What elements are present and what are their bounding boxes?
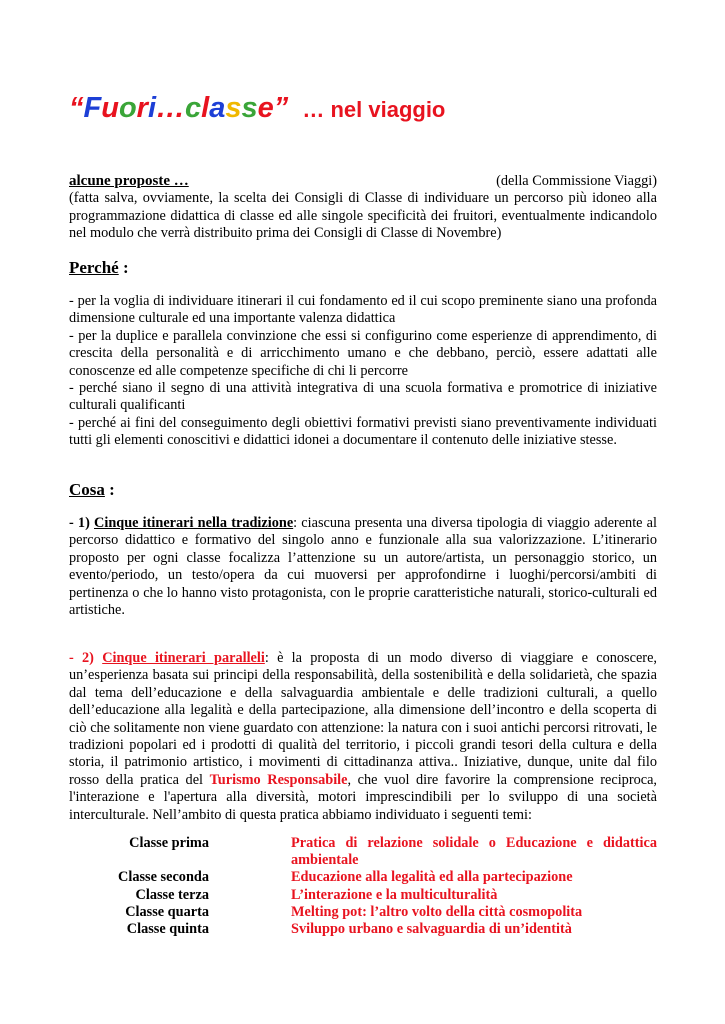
list-item: - per la voglia di individuare itinerari il cui fondamento ed il cui scopo preminente siano una profonda dimensione culturale ed una importante valenza didattica xyxy=(69,293,657,327)
intro-section xyxy=(69,173,657,243)
cosa-item-1-text: : ciascuna presenta una diversa tipologia di viaggio aderente al percorso didattico e formativo del singolo anno e funzionale alla sua valorizzazione. L’itinerario proposto per ogni classe focalizza l’attenzione su un autore/artista, un personaggio storico, un evento/periodo, un testo/opera da cui muoversi per approfondirne i luoghi/percorsi/ambiti di pertinenza o che lo hanno visto protagonista, con le proprie caratteristiche naturali, storico-culturali ed artistiche. xyxy=(69,515,657,619)
list-item xyxy=(69,887,657,904)
class-label: Classe prima xyxy=(129,835,209,851)
turismo-responsabile: Turismo Responsabile xyxy=(209,771,348,788)
cosa-item-2-title: Cinque itinerari paralleli xyxy=(102,650,265,666)
list-item: - perché siano il segno di una attività integrativa di una scuola formativa e promotrice di iniziative culturali qualificanti xyxy=(69,380,657,414)
title-letter: i xyxy=(147,92,157,124)
cosa-section xyxy=(69,480,657,500)
list-item: - per la duplice e parallela convinzione che essi si configurino come esperienze di apprendimento, di crescita della personalità e di arricchimento umano e che debbano, perciò, essere adattati alle conoscenze ed alle competenze specifiche di chi li percorre xyxy=(69,327,657,379)
perche-section xyxy=(69,258,657,278)
cosa-item-1 xyxy=(69,515,657,619)
perche-heading-text: Perché xyxy=(69,258,119,277)
title-letter: c xyxy=(185,92,202,124)
perche-heading-colon: : xyxy=(118,258,129,277)
class-theme: Pratica di relazione solidale o Educazione e didattica ambientale xyxy=(291,835,657,869)
cosa-item-1-paragraph xyxy=(69,515,657,619)
document-title xyxy=(69,92,445,125)
class-label: Classe quinta xyxy=(126,921,209,938)
title-letter: s xyxy=(225,92,242,124)
title-letter: “ xyxy=(69,92,84,124)
perche-list xyxy=(69,293,657,450)
intro-header-row xyxy=(69,173,657,190)
title-letter: a xyxy=(209,92,226,124)
title-letter: ” xyxy=(273,92,289,124)
list-item xyxy=(69,904,657,921)
title-colored-word xyxy=(69,92,296,124)
title-letter: l xyxy=(201,92,210,124)
title-letter: e xyxy=(257,92,274,124)
title-suffix: … nel viaggio xyxy=(302,97,446,122)
class-label: Classe terza xyxy=(135,886,209,903)
class-theme: L’interazione e la multiculturalità xyxy=(291,886,498,903)
cosa-item-2-paragraph xyxy=(69,650,657,824)
list-item xyxy=(69,835,657,869)
cosa-item-2 xyxy=(69,650,657,824)
class-theme: Educazione alla legalità ed alla partecipazione xyxy=(291,869,573,886)
list-item xyxy=(69,921,657,938)
cosa-item-2-text-b: , che vuol dire favorire la comprensione reciproca, l'interazione e l'apertura alla diversità, motori imprescindibili per lo sviluppo di una società interculturale. Nell’ambito di questa pratica abbiamo individuato i seguenti temi: xyxy=(69,771,657,823)
cosa-heading-text: Cosa xyxy=(69,480,105,499)
intro-source: (della Commissione Viaggi) xyxy=(496,173,657,189)
class-theme: Sviluppo urbano e salvaguardia di un’identità xyxy=(291,921,572,938)
list-item: - perché ai fini del conseguimento degli obiettivi formativi previsti siano preventivamente individuati tutti gli elementi conoscitivi e didattici idonei a documentare il contenuto delle iniziative stesse. xyxy=(69,414,657,449)
title-letter: r xyxy=(136,92,148,124)
cosa-item-2-text-a: : è la proposta di un modo diverso di viaggiare e conoscere, un’esperienza basata sui principi della responsabilità, della sostenibilità e della solidarietà, che spazia dal tema dell’educazione e della salvaguardia ambientale e delle tradizioni culturali, a quello dell’educazione alla legalità e della partecipazione, alla dimensione dell’incontro e della scoperta di ciò che solitamente non viene guardato con attenzione: la natura con i suoi antichi percorsi ritrovati, le tradizioni popolari ed i prodotti di qualità del territorio, i piccoli grandi tesori della cultura e della storia, il patrimonio artistico, i movimenti di cittadinanza attiva.. Iniziative, dunque, unite dal filo rosso della pratica del xyxy=(69,650,657,788)
title-letter: … xyxy=(156,92,186,124)
cosa-item-2-prefix: - 2) xyxy=(69,650,103,666)
cosa-heading-colon: : xyxy=(104,480,115,499)
list-item xyxy=(69,869,657,886)
cosa-heading xyxy=(69,480,657,500)
cosa-item-1-prefix: - 1) xyxy=(69,515,95,531)
cosa-item-1-title: Cinque itinerari nella tradizione xyxy=(94,515,294,531)
perche-heading xyxy=(69,258,657,278)
classes-list xyxy=(69,835,657,938)
title-letter: F xyxy=(83,92,102,124)
intro-heading: alcune proposte … xyxy=(69,173,189,189)
title-letter: o xyxy=(118,92,137,124)
intro-text: (fatta salva, ovviamente, la scelta dei Consigli di Classe di individuare un percorso più idoneo alla programmazione didattica di classe ed alle singole specificità dei fruitori, eventualmente indicandolo nel modulo che verrà distribuito prima dei Consigli di Classe di Novembre) xyxy=(69,190,657,242)
title-letter: s xyxy=(241,92,258,124)
class-label: Classe quarta xyxy=(125,903,209,920)
class-label: Classe seconda xyxy=(118,869,209,886)
class-theme: Melting pot: l’altro volto della città cosmopolita xyxy=(291,903,583,920)
title-letter: u xyxy=(101,92,119,124)
